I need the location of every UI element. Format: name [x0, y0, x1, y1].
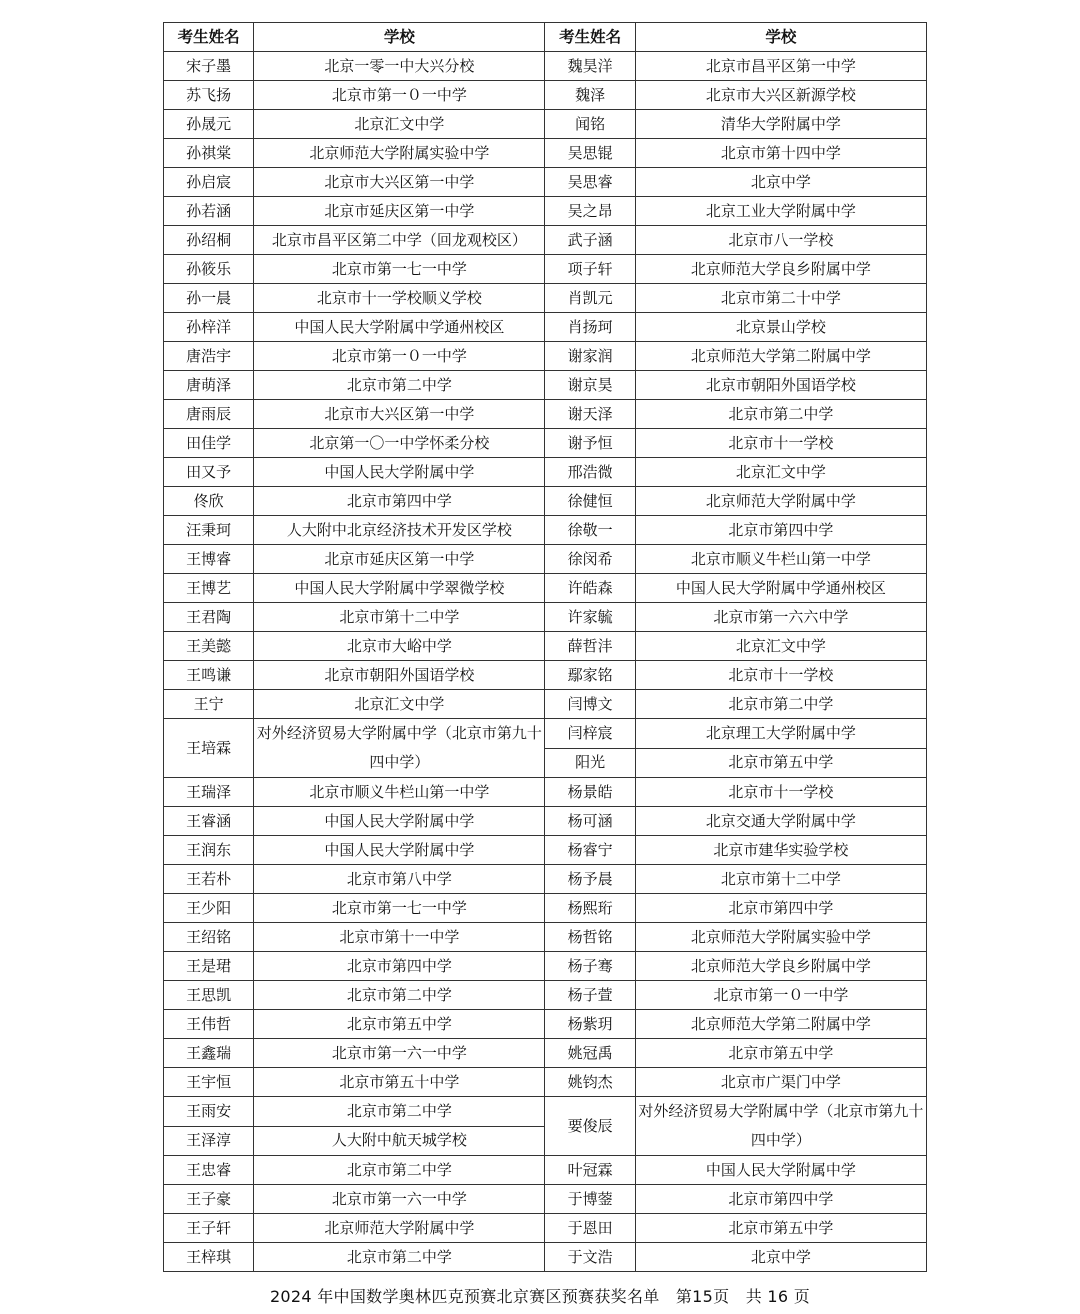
- student-name: 肖扬珂: [545, 313, 635, 342]
- student-name: 王思凯: [164, 981, 254, 1010]
- school-name: 北京市十一学校: [635, 429, 926, 458]
- school-name: 北京市第二中学: [254, 371, 545, 400]
- student-name: 宋子墨: [164, 52, 254, 81]
- student-name: 王博睿: [164, 545, 254, 574]
- student-name: 杨紫玥: [545, 1010, 635, 1039]
- school-name: 北京师范大学第二附属中学: [635, 1010, 926, 1039]
- school-name: 北京市第四中学: [635, 894, 926, 923]
- student-name: 杨景皓: [545, 778, 635, 807]
- school-name: 北京师范大学良乡附属中学: [635, 952, 926, 981]
- student-name: 王泽淳: [164, 1126, 254, 1156]
- school-name: 北京市第一０一中学: [254, 81, 545, 110]
- student-name: 王培霖: [164, 719, 254, 778]
- student-name: 王忠睿: [164, 1156, 254, 1185]
- table-body: [164, 52, 927, 1272]
- school-name: 北京第一〇一中学怀柔分校: [254, 429, 545, 458]
- student-name: 魏昊洋: [545, 52, 635, 81]
- student-name: 王美懿: [164, 632, 254, 661]
- student-name: 王润东: [164, 836, 254, 865]
- table-row: [164, 807, 927, 836]
- student-name: 杨睿宁: [545, 836, 635, 865]
- school-name: 北京师范大学良乡附属中学: [635, 255, 926, 284]
- student-name: 肖凯元: [545, 284, 635, 313]
- student-name: 杨哲铭: [545, 923, 635, 952]
- table-row: [164, 284, 927, 313]
- student-name: 王梓琪: [164, 1243, 254, 1272]
- student-name: 叶冠霖: [545, 1156, 635, 1185]
- student-name: 姚冠禹: [545, 1039, 635, 1068]
- school-name: 北京市第二中学: [254, 1156, 545, 1185]
- student-name: 王若朴: [164, 865, 254, 894]
- school-name: 北京市昌平区第一中学: [635, 52, 926, 81]
- school-name: 北京市十一学校: [635, 778, 926, 807]
- school-name: 北京市十一学校: [635, 661, 926, 690]
- table-header-row: [164, 23, 927, 52]
- school-name: 北京市第四中学: [254, 487, 545, 516]
- school-name: 北京市第二十中学: [635, 284, 926, 313]
- student-name: 王睿涵: [164, 807, 254, 836]
- student-name: 徐健恒: [545, 487, 635, 516]
- school-name: 北京市第一六六中学: [635, 603, 926, 632]
- school-name: 北京市延庆区第一中学: [254, 545, 545, 574]
- table-row: [164, 1185, 927, 1214]
- school-name: 北京市第四中学: [635, 516, 926, 545]
- school-name: 北京师范大学第二附属中学: [635, 342, 926, 371]
- student-name: 王鑫瑞: [164, 1039, 254, 1068]
- school-name: 北京市第五中学: [635, 748, 926, 778]
- school-name: 北京市大兴区新源学校: [635, 81, 926, 110]
- school-name: 北京市第一０一中学: [635, 981, 926, 1010]
- table-row: [164, 458, 927, 487]
- table-row: [164, 690, 927, 719]
- student-name: 王子豪: [164, 1185, 254, 1214]
- school-name: 北京市昌平区第二中学（回龙观校区）: [254, 226, 545, 255]
- school-name: 北京市建华实验学校: [635, 836, 926, 865]
- student-name: 王是珺: [164, 952, 254, 981]
- student-name: 要俊辰: [545, 1097, 635, 1156]
- table-row: [164, 226, 927, 255]
- award-table: [163, 22, 927, 1272]
- school-name: 北京市延庆区第一中学: [254, 197, 545, 226]
- student-name: 杨子骞: [545, 952, 635, 981]
- header-school-right: 学校: [635, 23, 926, 52]
- table-row: [164, 1243, 927, 1272]
- student-name: 孙晟元: [164, 110, 254, 139]
- school-name: 北京市第一六一中学: [254, 1185, 545, 1214]
- school-name: 北京市第五中学: [635, 1214, 926, 1243]
- table-row: [164, 52, 927, 81]
- student-name: 于恩田: [545, 1214, 635, 1243]
- table-row: [164, 545, 927, 574]
- school-name: 北京市第二中学: [635, 400, 926, 429]
- school-name: 中国人民大学附属中学: [254, 458, 545, 487]
- student-name: 孙若涵: [164, 197, 254, 226]
- student-name: 谢家润: [545, 342, 635, 371]
- student-name: 杨子萱: [545, 981, 635, 1010]
- student-name: 唐雨辰: [164, 400, 254, 429]
- table-row: [164, 110, 927, 139]
- page-footer: 2024 年中国数学奥林匹克预赛北京赛区预赛获奖名单 第15页 共 16 页: [269, 1287, 811, 1306]
- student-name: 薛哲沣: [545, 632, 635, 661]
- student-name: 王子轩: [164, 1214, 254, 1243]
- student-name: 王绍铭: [164, 923, 254, 952]
- table-row: [164, 371, 927, 400]
- school-name: 中国人民大学附属中学通州校区: [254, 313, 545, 342]
- header-name-left: 考生姓名: [164, 23, 254, 52]
- table-row: [164, 400, 927, 429]
- table-row: [164, 632, 927, 661]
- school-name: 北京师范大学附属实验中学: [635, 923, 926, 952]
- school-name: 人大附中北京经济技术开发区学校: [254, 516, 545, 545]
- student-name: 孙绍桐: [164, 226, 254, 255]
- school-name: 北京汇文中学: [254, 110, 545, 139]
- school-name: 北京师范大学附属中学: [635, 487, 926, 516]
- school-name: 北京市大兴区第一中学: [254, 400, 545, 429]
- school-name: 北京市第一七一中学: [254, 255, 545, 284]
- student-name: 王雨安: [164, 1097, 254, 1127]
- student-name: 武子涵: [545, 226, 635, 255]
- student-name: 闫博文: [545, 690, 635, 719]
- table-row: [164, 603, 927, 632]
- student-name: 徐闵希: [545, 545, 635, 574]
- school-name: 北京市第十一中学: [254, 923, 545, 952]
- student-name: 佟欣: [164, 487, 254, 516]
- student-name: 王宇恒: [164, 1068, 254, 1097]
- student-name: 吴之昂: [545, 197, 635, 226]
- student-name: 谢予恒: [545, 429, 635, 458]
- school-name: 北京市第二中学: [254, 1097, 545, 1127]
- student-name: 项子轩: [545, 255, 635, 284]
- table-row: [164, 168, 927, 197]
- school-name: 北京市第一六一中学: [254, 1039, 545, 1068]
- table-row: [164, 429, 927, 458]
- school-name: 北京市第四中学: [254, 952, 545, 981]
- header-school-left: 学校: [254, 23, 545, 52]
- student-name: 孙一晨: [164, 284, 254, 313]
- student-name: 苏飞扬: [164, 81, 254, 110]
- school-name: 北京市第二中学: [635, 690, 926, 719]
- student-name: 谢天泽: [545, 400, 635, 429]
- student-name: 汪秉珂: [164, 516, 254, 545]
- table-row: [164, 719, 927, 749]
- school-name: 北京师范大学附属实验中学: [254, 139, 545, 168]
- table-row: [164, 1214, 927, 1243]
- school-name: 北京市第十二中学: [635, 865, 926, 894]
- student-name: 许家毓: [545, 603, 635, 632]
- table-row: [164, 1068, 927, 1097]
- student-name: 王鸣谦: [164, 661, 254, 690]
- table-row: [164, 865, 927, 894]
- table-row: [164, 661, 927, 690]
- school-name: 北京市第二中学: [254, 1243, 545, 1272]
- student-name: 孙祺棠: [164, 139, 254, 168]
- table-row: [164, 894, 927, 923]
- student-name: 杨熙珩: [545, 894, 635, 923]
- student-name: 阳光: [545, 748, 635, 778]
- school-name: 北京中学: [635, 168, 926, 197]
- student-name: 王少阳: [164, 894, 254, 923]
- school-name: 中国人民大学附属中学: [254, 807, 545, 836]
- student-name: 吴思锟: [545, 139, 635, 168]
- school-name: 北京市大兴区第一中学: [254, 168, 545, 197]
- student-name: 唐浩宇: [164, 342, 254, 371]
- table-row: [164, 487, 927, 516]
- table-row: [164, 981, 927, 1010]
- table-row: [164, 836, 927, 865]
- student-name: 谢京昊: [545, 371, 635, 400]
- student-name: 王博艺: [164, 574, 254, 603]
- school-name: 北京一零一中大兴分校: [254, 52, 545, 81]
- school-name: 北京市大峪中学: [254, 632, 545, 661]
- student-name: 孙筱乐: [164, 255, 254, 284]
- student-name: 闫梓宸: [545, 719, 635, 749]
- school-name: 北京市广渠门中学: [635, 1068, 926, 1097]
- student-name: 姚钧杰: [545, 1068, 635, 1097]
- school-name: 人大附中航天城学校: [254, 1126, 545, 1156]
- table-row: [164, 197, 927, 226]
- school-name: 中国人民大学附属中学翠微学校: [254, 574, 545, 603]
- student-name: 王伟哲: [164, 1010, 254, 1039]
- school-name: 北京市顺义牛栏山第一中学: [254, 778, 545, 807]
- school-name: 中国人民大学附属中学: [254, 836, 545, 865]
- student-name: 闻铭: [545, 110, 635, 139]
- school-name: 中国人民大学附属中学: [635, 1156, 926, 1185]
- school-name: 北京汇文中学: [635, 632, 926, 661]
- school-name: 北京市第十四中学: [635, 139, 926, 168]
- school-name: 北京市顺义牛栏山第一中学: [635, 545, 926, 574]
- school-name: 北京市第五十中学: [254, 1068, 545, 1097]
- school-name: 北京市第一０一中学: [254, 342, 545, 371]
- table-row: [164, 923, 927, 952]
- school-name: 北京市朝阳外国语学校: [254, 661, 545, 690]
- school-name: 北京理工大学附属中学: [635, 719, 926, 749]
- table-row: [164, 574, 927, 603]
- student-name: 王宁: [164, 690, 254, 719]
- results-sheet: [163, 22, 927, 1272]
- student-name: 杨予晨: [545, 865, 635, 894]
- student-name: 田又予: [164, 458, 254, 487]
- school-name: 北京交通大学附属中学: [635, 807, 926, 836]
- school-name: 中国人民大学附属中学通州校区: [635, 574, 926, 603]
- school-name: 北京市第一七一中学: [254, 894, 545, 923]
- school-name: 清华大学附属中学: [635, 110, 926, 139]
- school-name: 北京景山学校: [635, 313, 926, 342]
- student-name: 徐敬一: [545, 516, 635, 545]
- student-name: 吴思睿: [545, 168, 635, 197]
- student-name: 田佳学: [164, 429, 254, 458]
- school-name: 北京汇文中学: [254, 690, 545, 719]
- table-row: [164, 255, 927, 284]
- table-row: [164, 778, 927, 807]
- student-name: 于博蓥: [545, 1185, 635, 1214]
- school-name: 北京市朝阳外国语学校: [635, 371, 926, 400]
- school-name: 北京市第二中学: [254, 981, 545, 1010]
- student-name: 王瑞泽: [164, 778, 254, 807]
- table-row: [164, 1010, 927, 1039]
- school-name: 北京市第四中学: [635, 1185, 926, 1214]
- student-name: 唐萌泽: [164, 371, 254, 400]
- school-name: 北京市八一学校: [635, 226, 926, 255]
- school-name: 北京市第五中学: [254, 1010, 545, 1039]
- student-name: 于文浩: [545, 1243, 635, 1272]
- school-name: 对外经济贸易大学附属中学（北京市第九十四中学）: [254, 719, 545, 778]
- table-row: [164, 1156, 927, 1185]
- student-name: 王君陶: [164, 603, 254, 632]
- table-row: [164, 952, 927, 981]
- school-name: 北京工业大学附属中学: [635, 197, 926, 226]
- table-row: [164, 139, 927, 168]
- table-row: [164, 1039, 927, 1068]
- student-name: 孙梓洋: [164, 313, 254, 342]
- school-name: 北京市第八中学: [254, 865, 545, 894]
- school-name: 北京师范大学附属中学: [254, 1214, 545, 1243]
- school-name: 北京市第十二中学: [254, 603, 545, 632]
- student-name: 杨可涵: [545, 807, 635, 836]
- table-row: [164, 1097, 927, 1127]
- student-name: 许皓森: [545, 574, 635, 603]
- school-name: 北京汇文中学: [635, 458, 926, 487]
- student-name: 孙启宸: [164, 168, 254, 197]
- school-name: 对外经济贸易大学附属中学（北京市第九十四中学）: [635, 1097, 926, 1156]
- school-name: 北京市第五中学: [635, 1039, 926, 1068]
- school-name: 北京市十一学校顺义学校: [254, 284, 545, 313]
- student-name: 鄢家铭: [545, 661, 635, 690]
- table-row: [164, 81, 927, 110]
- table-row: [164, 313, 927, 342]
- school-name: 北京中学: [635, 1243, 926, 1272]
- student-name: 邢浩微: [545, 458, 635, 487]
- table-row: [164, 516, 927, 545]
- table-row: [164, 342, 927, 371]
- student-name: 魏泽: [545, 81, 635, 110]
- header-name-right: 考生姓名: [545, 23, 635, 52]
